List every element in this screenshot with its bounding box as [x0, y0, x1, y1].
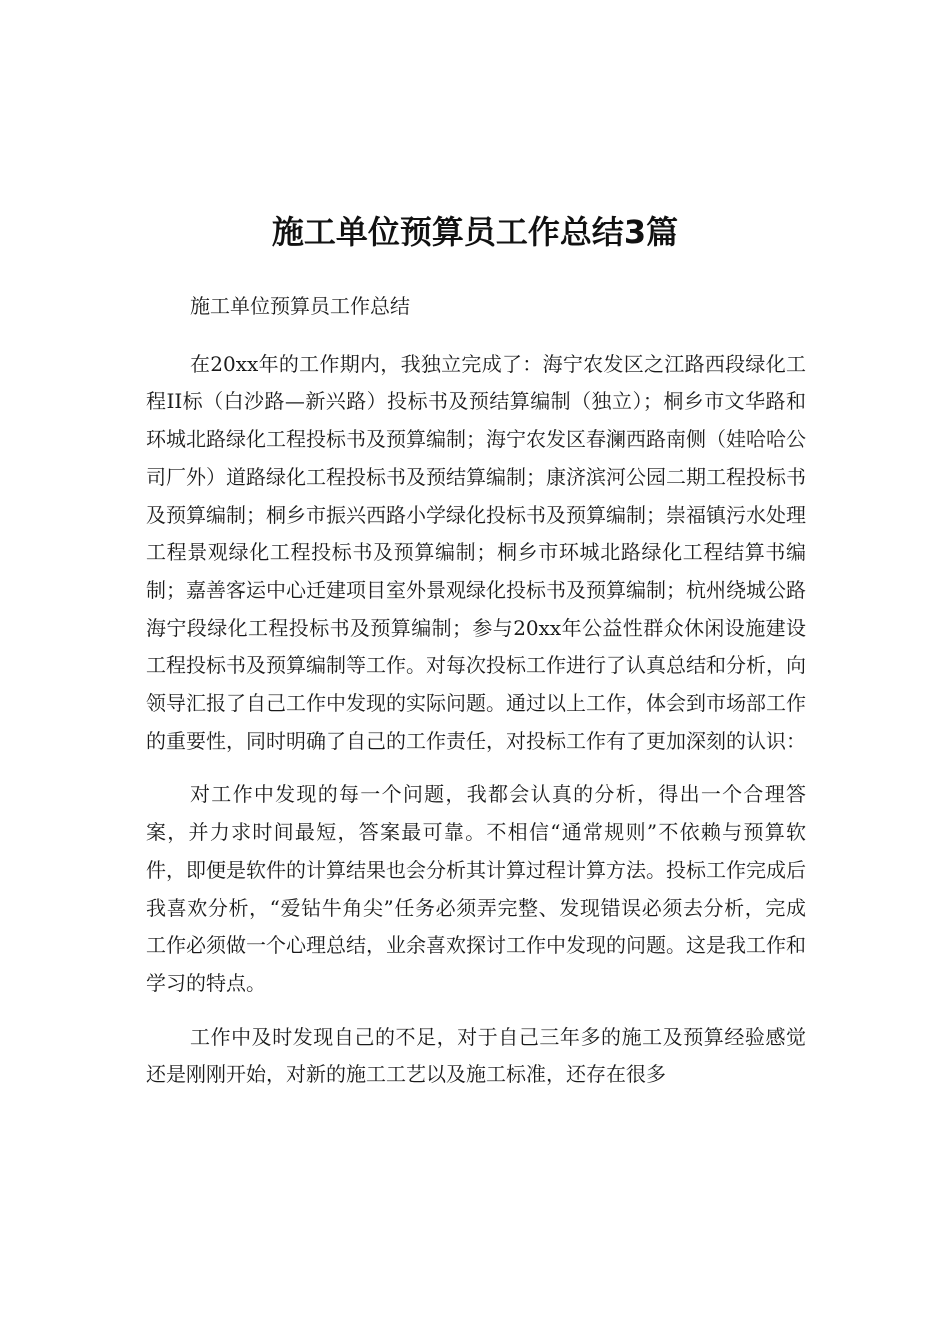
paragraph-shortcomings: 工作中及时发现自己的不足，对于自己三年多的施工及预算经验感觉还是刚刚开始，对新的施工工艺以及施工标准，还存在很多	[146, 1024, 806, 1087]
document-body	[146, 288, 806, 1094]
document-title: 施工单位预算员工作总结3篇	[271, 213, 679, 251]
section-subtitle: 施工单位预算员工作总结	[190, 294, 410, 318]
paragraph-problem-analysis: 对工作中发现的每一个问题，我都会认真的分析，得出一个合理答案，并力求时间最短，答案最可靠。不相信“通常规则”不依赖与预算软件，即便是软件的计算结果也会分析其计算过程计算方法。投标工作完成后我喜欢分析，“爱钻牛角尖”任务必须弄完整、发现错误必须去分析，完成工作必须做一个心理总结，业余喜欢探讨工作中发现的问题。这是我工作和学习的特点。	[146, 782, 806, 995]
paragraph-work-summary: 在20xx年的工作期内，我独立完成了：海宁农发区之江路西段绿化工程II标（白沙路—新兴路）投标书及预结算编制（独立）；桐乡市文华路和环城北路绿化工程投标书及预算编制；海宁农发区春澜西路南侧（娃哈哈公司厂外）道路绿化工程投标书及预结算编制；康济滨河公园二期工程投标书及预算编制；桐乡市振兴西路小学绿化投标书及预算编制；崇福镇污水处理工程景观绿化工程投标书及预算编制；桐乡市环城北路绿化工程结算书编制；嘉善客运中心迁建项目室外景观绿化投标书及预算编制；杭州绕城公路海宁段绿化工程投标书及预算编制；参与20xx年公益性群众休闲设施建设工程投标书及预算编制等工作。对每次投标工作进行了认真总结和分析，向领导汇报了自己工作中发现的实际问题。通过以上工作，体会到市场部工作的重要性，同时明确了自己的工作责任，对投标工作有了更加深刻的认识：	[146, 351, 806, 753]
